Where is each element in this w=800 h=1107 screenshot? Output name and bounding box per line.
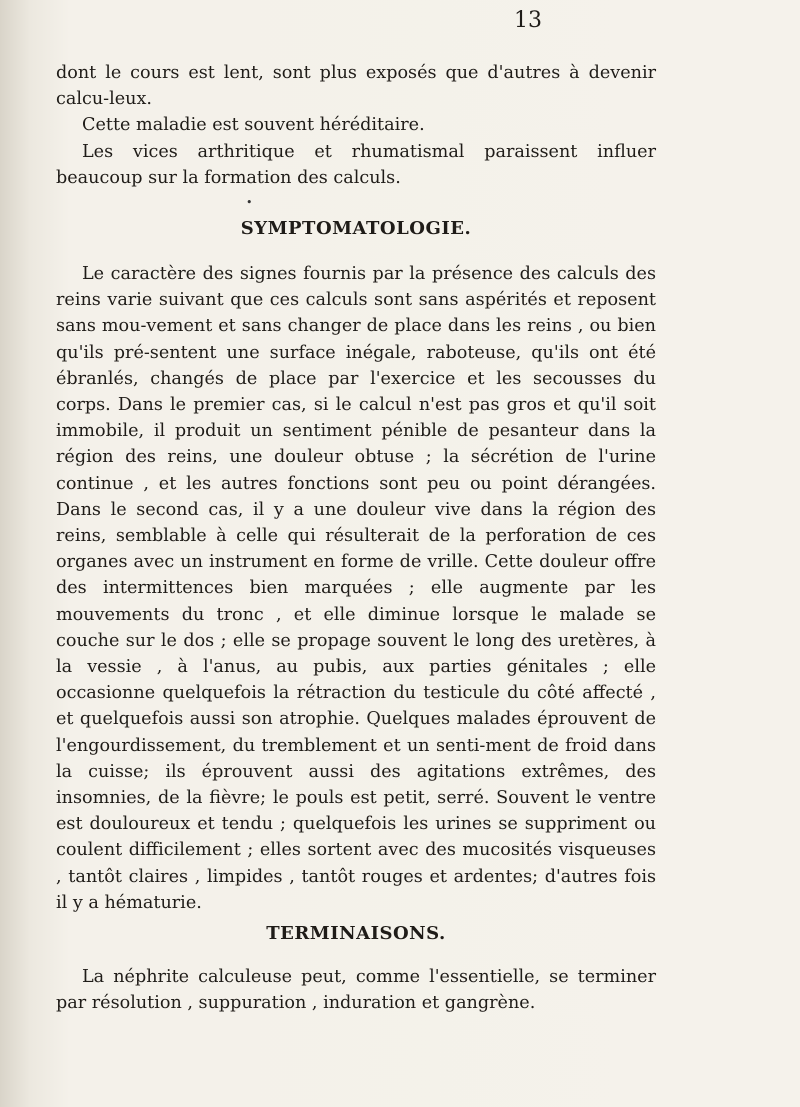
page-number: 13 [514,8,542,33]
terminaisons-paragraph: La néphrite calculeuse peut, comme l'essentielle, se terminer par résolution , suppuration , induration et gangrène. [56,967,656,1014]
intro-paragraph-3: Les vices arthritique et rhumatismal paraissent influer beaucoup sur la formation des calculs. [56,141,656,188]
section-heading-symptomatologie: SYMPTOMATOLOGIE. [240,218,472,240]
symptomatologie-paragraph: Le caractère des signes fournis par la présence des calculs des reins varie suivant que ces calculs sont sans aspérités et reposent sans mou-vement et sans changer de place dans les reins , ou bien qu'ils pré-sentent une surface inégale, raboteuse, qu'ils ont été ébranlés, changés de place par l'exercice et les secousses du corps. Dans le premier cas, si le calcul n'est pas gros et qu'il soit immobile, il produit un sentiment pénible de pesanteur dans la région des reins, une douleur obtuse ; la sécrétion de l'urine continue , et les autres fonctions sont peu ou point dérangées. Dans le second cas, il y a une douleur vive dans la région des reins, semblable à celle qui résulterait de la perforation de ces organes avec un instrument en forme de vrille. Cette douleur offre des intermittences bien marquées ; elle augmente par les mouvements du tronc , et elle diminue lorsque le malade se couche sur le dos ; elle se propage souvent le long des uretères, à la vessie , à l'anus, au pubis, aux parties génitales ; elle occasionne quelquefois la rétraction du testicule du côté affecté , et quelquefois aussi son atrophie. Quelques malades éprouvent de l'engourdissement, du tremblement et un senti-ment de froid dans la cuisse; ils éprouvent aussi des agitations extrêmes, des insomnies, de la fièvre; le pouls est petit, serré. Souvent le ventre est douloureux et tendu ; quelquefois les urines se suppriment ou coulent difficilement ; elles sortent avec des mucosités visqueuses , tantôt claires , limpides , tantôt rouges et ardentes; d'autres fois il y a hématurie. [56,264,656,913]
page-content [56,60,656,1017]
section-heading-terminaisons: TERMINAISONS. [266,923,446,945]
ornament-dot-icon: • [246,196,253,210]
intro-paragraph-1: dont le cours est lent, sont plus exposés que d'autres à devenir calcu-leux. [56,63,656,110]
intro-paragraph-2: Cette maladie est souvent héréditaire. [82,115,425,136]
